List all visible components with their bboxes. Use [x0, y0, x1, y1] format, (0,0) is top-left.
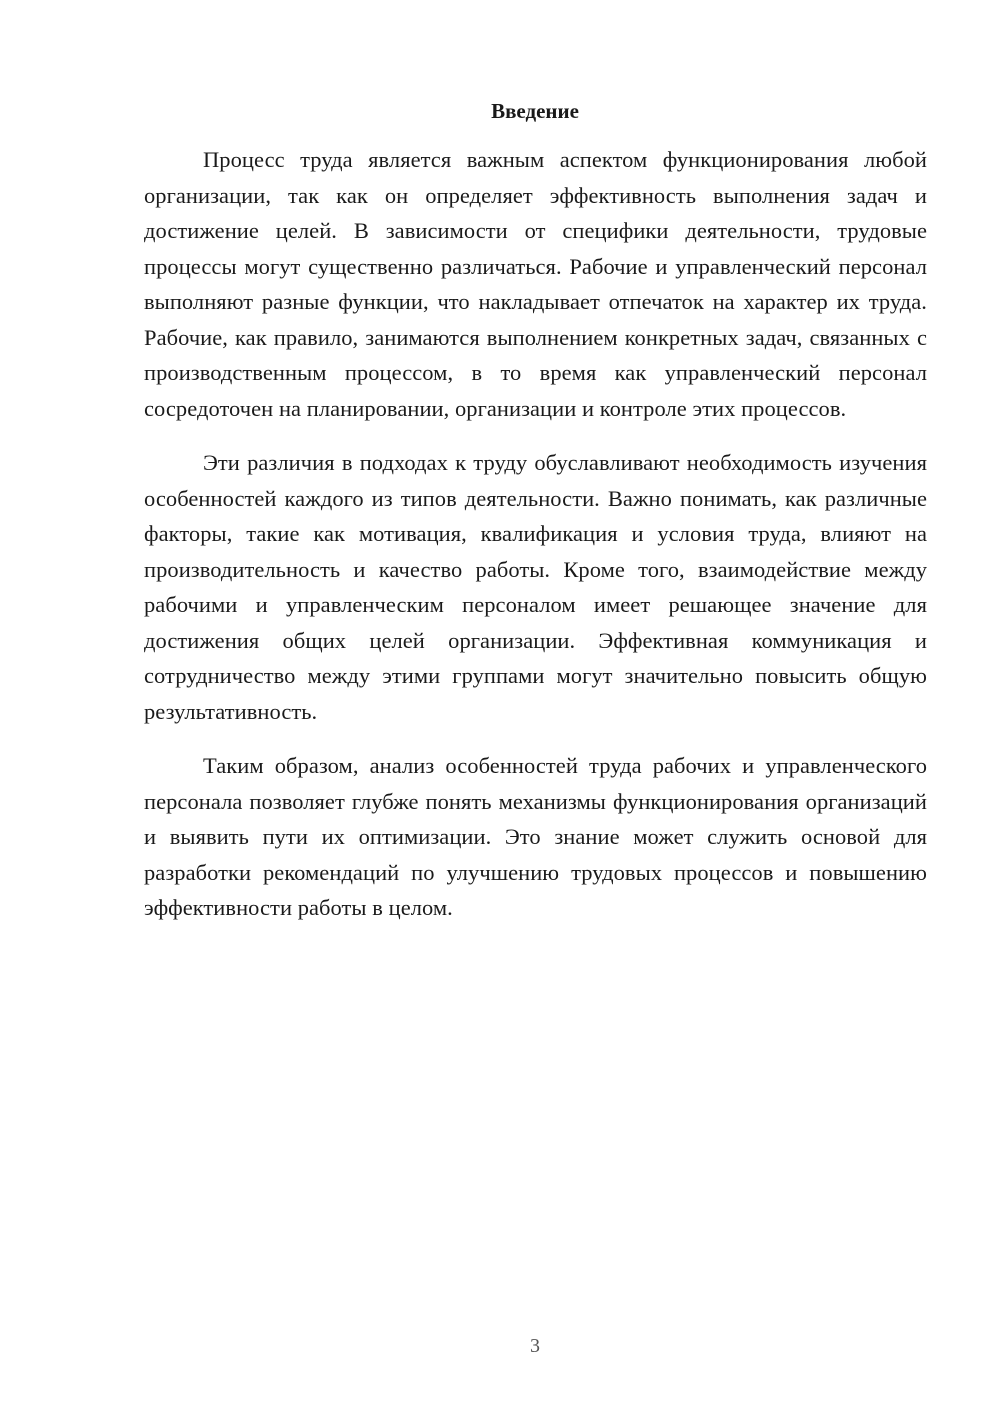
body-text — [144, 142, 927, 945]
paragraph-2: Эти различия в подходах к труду обуславливают необходимость изучения особенностей каждого из типов деятельности. Важно понимать, как различные факторы, такие как мотивация, квалификация и условия труда, влияют на производительность и качество работы. Кроме того, взаимодействие между рабочими и управленческим персоналом имеет решающее значение для достижения общих целей организации. Эффективная коммуникация и сотрудничество между этими группами могут значительно повысить общую результативность. — [144, 450, 927, 724]
page-number: 3 — [530, 1335, 540, 1357]
paragraph-3: Таким образом, анализ особенностей труда рабочих и управленческого персонала позволяет глубже понять механизмы функционирования организаций и выявить пути их оптимизации. Это знание может служить основой для разработки рекомендаций по улучшению трудовых процессов и повышению эффективности работы в целом. — [144, 753, 927, 920]
paragraph-1: Процесс труда является важным аспектом функционирования любой организации, так как он определяет эффективность выполнения задач и достижение целей. В зависимости от специфики деятельности, трудовые процессы могут существенно различаться. Рабочие и управленческий персонал выполняют разные функции, что накладывает отпечаток на характер их труда. Рабочие, как правило, занимаются выполнением конкретных задач, связанных с производственным процессом, в то время как управленческий персонал сосредоточен на планировании, организации и контроле этих процессов. — [144, 147, 927, 421]
section-title: Введение — [491, 99, 579, 123]
